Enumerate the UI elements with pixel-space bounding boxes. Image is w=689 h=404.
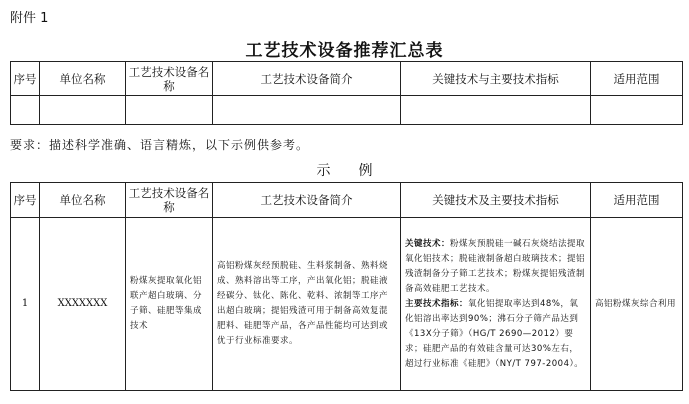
key-tech-text: 粉煤灰预脱硅一碱石灰烧结法提取氧化铝技术；脱硅液制备超白玻璃技术；提铝残渣制备分子筛工艺技术；粉煤灰提铝残渣制备高效硅肥工艺技术。	[405, 238, 586, 294]
header-unit-name: 单位名称	[40, 183, 126, 218]
header-scope: 适用范围	[591, 183, 683, 218]
example-table-row	[11, 218, 683, 391]
header-index: 序号	[11, 62, 40, 96]
key-indicator-text: 氧化铝提取率达到48%，氧化铝溶出率达到90%；沸石分子筛产品达到《13X分子筛》（HG/T 2690—2012）要求；硅肥产品的有效硅含量可达30%左右，超过行业标准《硅肥》（NY/T 797-2004）。	[405, 298, 584, 369]
example-table-header-row	[11, 183, 683, 218]
header-equipment-intro: 工艺技术设备简介	[213, 183, 401, 218]
summary-table-header-row	[11, 62, 683, 96]
header-equipment-intro: 工艺技术设备简介	[213, 62, 401, 96]
empty-cell[interactable]	[11, 96, 40, 125]
header-unit-name: 单位名称	[40, 62, 126, 96]
row-scope: 高铝粉煤灰综合利用	[591, 218, 683, 391]
example-table	[10, 182, 683, 391]
header-equipment-name: 工艺技术设备名称	[126, 183, 213, 218]
page-title: 工艺技术设备推荐汇总表	[245, 41, 444, 61]
key-tech-label: 关键技术：	[405, 238, 451, 249]
row-equipment-intro: 高铝粉煤灰经预脱硅、生料浆制备、熟料烧成、熟料溶出等工序，产出氧化铝；脱硅液经碳分、钛化、陈化、乾料、浓制等工序产出超白玻璃；提铝残渣可用于制备高效复混肥料、硅肥等产品，各产品性能均可达到或优于行业标准要求。	[213, 218, 401, 391]
header-key-tech: 关键技术与主要技术指标	[401, 62, 591, 96]
empty-cell[interactable]	[126, 96, 213, 125]
empty-cell[interactable]	[40, 96, 126, 125]
key-indicator-label: 主要技术指标：	[405, 298, 469, 309]
row-key-tech	[401, 218, 591, 391]
summary-table	[10, 61, 683, 125]
header-key-tech: 关键技术及主要技术指标	[401, 183, 591, 218]
requirement-text: 要求：描述科学准确、语言精炼，以下示例供参考。	[10, 138, 310, 152]
attachment-label: 附件 1	[10, 11, 49, 26]
empty-cell[interactable]	[213, 96, 401, 125]
row-equipment-name: 粉煤灰提取氧化铝联产超白玻璃、分子筛、硅肥等集成技术	[126, 218, 213, 391]
empty-cell[interactable]	[401, 96, 591, 125]
row-index: 1	[11, 218, 40, 391]
empty-cell[interactable]	[591, 96, 683, 125]
header-scope: 适用范围	[591, 62, 683, 96]
row-unit-name: XXXXXXX	[40, 218, 126, 391]
example-title: 示例	[316, 163, 401, 179]
summary-table-empty-row	[11, 96, 683, 125]
header-equipment-name: 工艺技术设备名称	[126, 62, 213, 96]
header-index: 序号	[11, 183, 40, 218]
